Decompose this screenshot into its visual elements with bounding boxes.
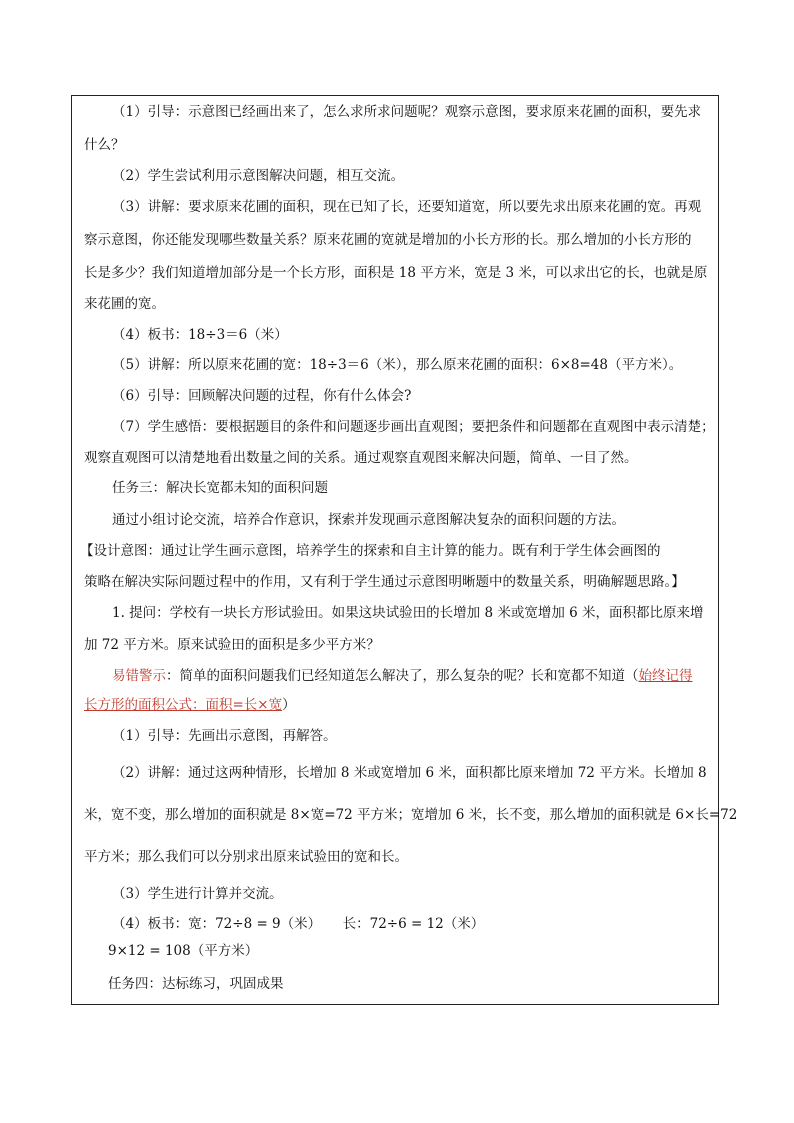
step-explain-1-cont-a: 察示意图，你还能发现哪些数量关系？原来花圃的宽就是增加的小长方形的长。那么增加的小长方形的 [84,232,692,248]
step-reflection: （7）学生感悟：要根据题目的条件和问题逐步画出直观图；要把条件和问题都在直观图中表示清楚； [112,419,715,435]
formula-reminder [72,695,718,715]
error-warning-label: 易错警示 [112,668,166,684]
design-intent: 【设计意图：通过让学生画示意图，培养学生的探索和自主计算的能力。既有利于学生体会画图的 [80,543,661,559]
step-student-try: （2）学生尝试利用示意图解决问题，相互交流。 [112,168,405,184]
step-explain-1-cont-b: 长是多少？我们知道增加部分是一个长方形，面积是 18 平方米，宽是 3 米，可以求出它的长，也就是原 [84,265,708,281]
step-guide-review: （6）引导：回顾解决问题的过程，你有什么体会? [112,388,412,404]
question-1: 1. 提问：学校有一块长方形试验田。如果这块试验田的长增加 8 米或宽增加 6 米，面积都比原来增 [112,605,704,621]
step-board-1: （4）板书：18÷3＝6（米） [112,327,288,343]
lesson-table-cell [71,95,738,1005]
step-reflection-cont: 观察直观图可以清楚地看出数量之间的关系。通过观察直观图来解决问题，简单、一目了然。 [84,450,638,466]
step-board-2: （4）板书：宽：72÷8 = 9（米） 长：72÷6 = 12（米） [112,916,485,932]
formula-reminder-start: 始终记得 [638,668,693,684]
step-explain-2: （5）讲解：所以原来花圃的宽：18÷3＝6（米），那么原来花圃的面积：6×8=48（平方米）。 [112,357,683,373]
step-explain-3-cont-b: 平方米；那么我们可以分别求出原来试验田的宽和长。 [84,849,408,865]
step-guide-draw: （1）引导：先画出示意图，再解答。 [112,728,337,744]
formula-reminder-text: 长方形的面积公式：面积=长×宽 [84,697,283,713]
step-board-2-result: 9×12 = 108（平方米） [108,943,259,959]
step-guide-1: （1）引导：示意图已经画出来了，怎么求所求问题呢？观察示意图，要求原来花圃的面积，要先求 [112,104,702,120]
question-1-cont: 加 72 平方米。原来试验田的面积是多少平方米？ [84,637,380,653]
task-three-goal: 通过小组讨论交流，培养合作意识，探索并发现画示意图解决复杂的面积问题的方法。 [112,512,625,528]
error-warning-text: ：简单的面积问题我们已经知道怎么解决了，那么复杂的呢？长和宽都不知道（ [166,668,639,684]
task-three-heading: 任务三：解决长宽都未知的面积问题 [112,480,328,496]
step-guide-1-cont: 什么？ [84,137,125,153]
step-explain-1: （3）讲解：要求原来花圃的面积，现在已知了长，还要知道宽，所以要先求出原来花圃的宽。再观 [112,199,702,215]
step-explain-3-cont-a: 米，宽不变，那么增加的面积就是 8×宽=72 平方米；宽增加 6 米，长不变，那么增加的面积就是 6×长=72 [84,807,738,823]
design-intent-cont: 策略在解决实际问题过程中的作用，又有利于学生通过示意图明晰题中的数量关系，明确解题思路。】 [84,574,685,590]
formula-reminder-end: ） [282,697,296,713]
step-explain-1-cont-c: 来花圃的宽。 [84,296,165,312]
step-explain-3: （2）讲解：通过这两种情形，长增加 8 米或宽增加 6 米，面积都比原来增加 72 平方米。长增加 8 [112,765,707,781]
step-calculate: （3）学生进行计算并交流。 [112,886,283,902]
task-four-heading: 任务四：达标练习，巩固成果 [108,976,284,992]
error-warning [72,666,718,686]
